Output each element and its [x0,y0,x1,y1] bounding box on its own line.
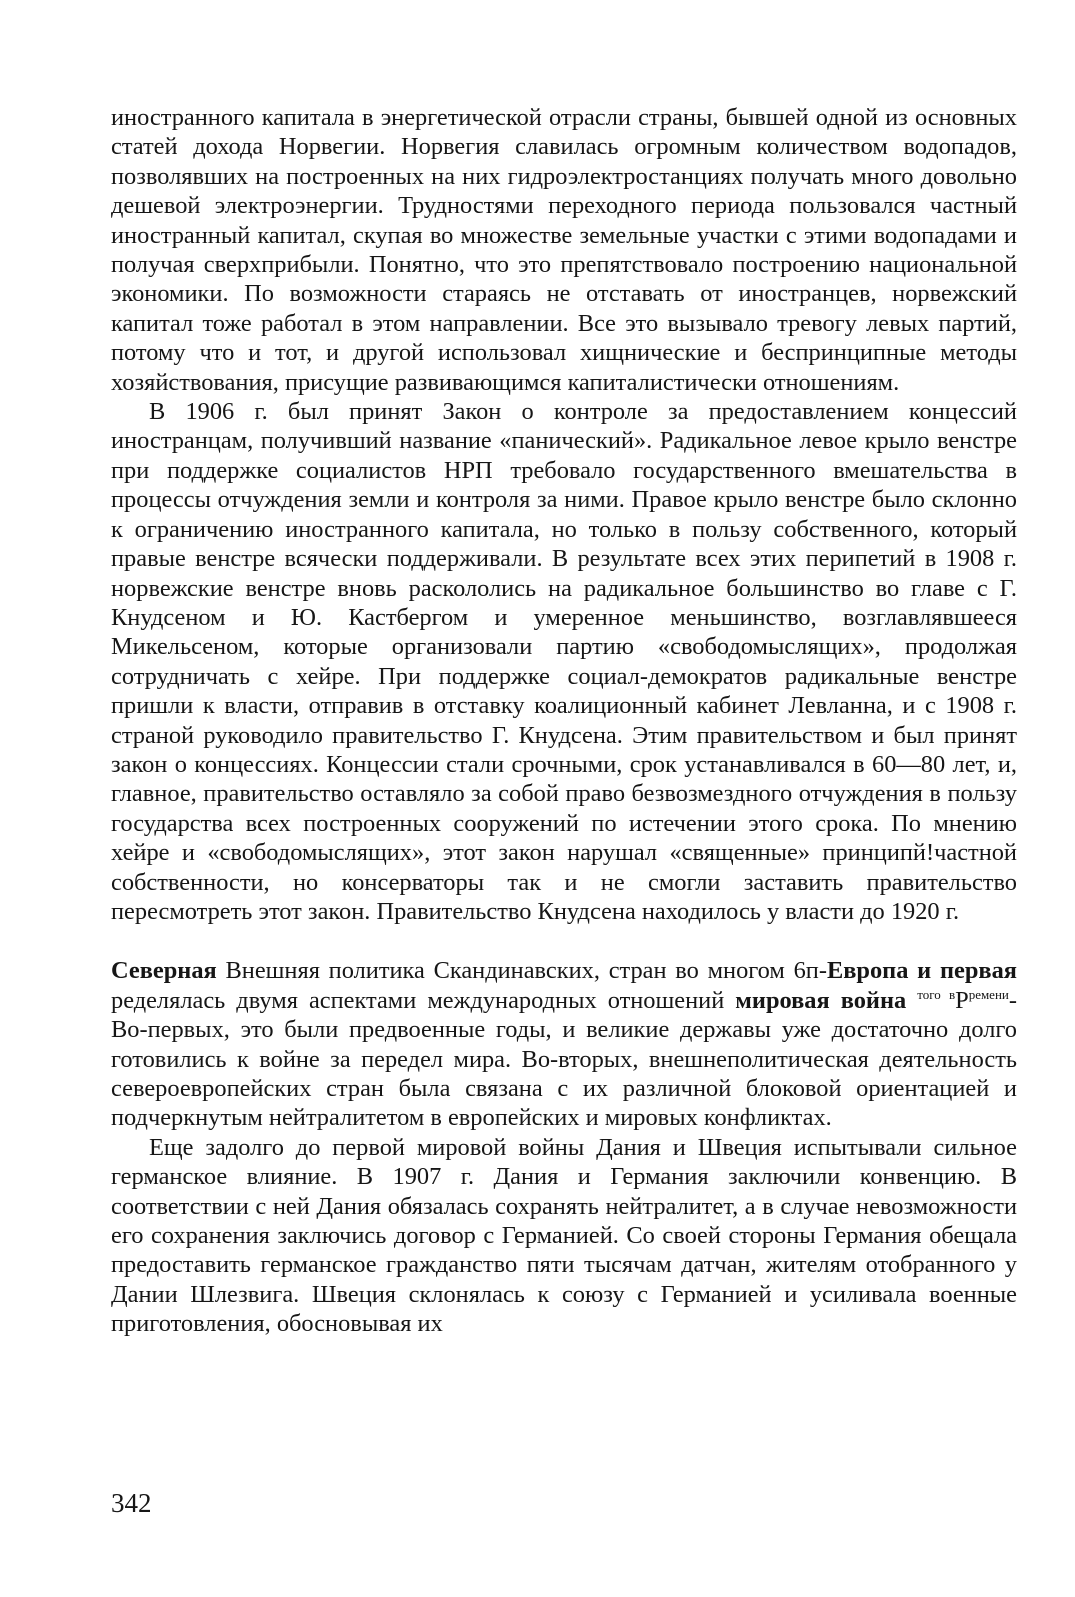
paragraph: иностранного капитала в энергетической отрасли страны, бывшей одной из основных статей дохода Норвегии. Норвегия славилась огромным количеством водопадов, позволявших на построенных на них гидроэлектростанциях получать много довольно дешевой электроэнергии. Трудностями переходного периода пользовался частный иностранный капитал, скупая во множестве земельные участки с этими водопадами и получая сверхприбыли. Понятно, что это препятствовало построению национальной экономики. По возможности стараясь не отставать от иностранцев, норвежский капитал тоже работал в этом направлении. Все это вызывало тревогу левых партий, потому что и тот, и другой использовал хищнические и беспринципные методы хозяйствования, присущие развивающимся капиталистически отношениям. [111,104,1017,396]
margin-heading-part: Северная [111,957,217,985]
text-section-norway [111,103,1017,926]
margin-heading-part: Европа и первая [826,957,1017,985]
text-run: ределялась двумя аспектами международных отношений [111,986,736,1014]
page-body [111,103,1017,1339]
superscript-artifact: ремени [968,986,1009,1002]
text-run: Внешняя политика Скандинавских, стран во многом 6п- [216,957,827,985]
text-section-foreign-policy [111,956,1017,1338]
text-run-letter: Р [955,986,969,1014]
superscript-artifact: того в [917,986,956,1002]
page-number: 342 [111,1488,152,1518]
text-run: - Во-первых, это были предвоенные годы, и великие державы уже достаточно долго готовились к войне за передел мира. Во-вторых, внешнеполитическая деятельность североевропейских стран была связана с их различной блоковой ориентацией и подчеркнутым нейтралитетом в европейских и мировых конфликтах. [111,986,1017,1132]
paragraph-with-margin-heading [111,956,1017,1132]
margin-heading-part: мировая война [735,986,907,1014]
paragraph: Еще задолго до первой мировой войны Дания и Швеция испытывали сильное германское влияние. В 1907 г. Дания и Германия заключили конвенцию. В соответствии с ней Дания обязалась сохранять нейтралитет, а в случае невозможности его сохранения заключись договор с Германией. Со своей стороны Германия обещала предоставить германское гражданство пяти тысячам датчан, жителям отобранного у Дании Шлезвига. Швеция склонялась к союзу с Германией и усиливала военные приготовления, обосновывая их [111,1133,1017,1338]
paragraph: В 1906 г. был принят Закон о контроле за предоставлением концессий иностранцам, получивший название «панический». Радикальное левое крыло венстре при поддержке социалистов НРП требовало государственного вмешательства в процессы отчуждения земли и контроля за ними. Правое крыло венстре было склонно к ограничению иностранного капитала, но только в пользу собственного, который правые венстре всячески поддерживали. В результате всех этих перипетий в 1908 г. норвежские венстре вновь раскололись на радикальное большинство во главе с Г. Кнудсеном и Ю. Кастбергом и умеренное меньшинство, возглавлявшееся Микельсеном, которые организовали партию «свободомыслящих», продолжая сотрудничать с хейре. При поддержке социал-демократов радикальные венстре пришли к власти, отправив в отставку коалиционный кабинет Левланна, и с 1908 г. страной руководило правительство Г. Кнудсена. Этим правительством и был принят закон о концессиях. Концессии стали срочными, срок устанавливался в 60—80 лет, и, главное, правительство оставляло за собой право безвозмездного отчуждения в пользу государства всех построенных сооружений по истечении этого срока. По мнению хейре и «свободомыслящих», этот закон нарушал «священные» принципй!частной собственности, но консерваторы так и не смогли заставить правительство пересмотреть этот закон. Правительство Кнудсена находилось у власти до 1920 г. [111,398,1017,925]
